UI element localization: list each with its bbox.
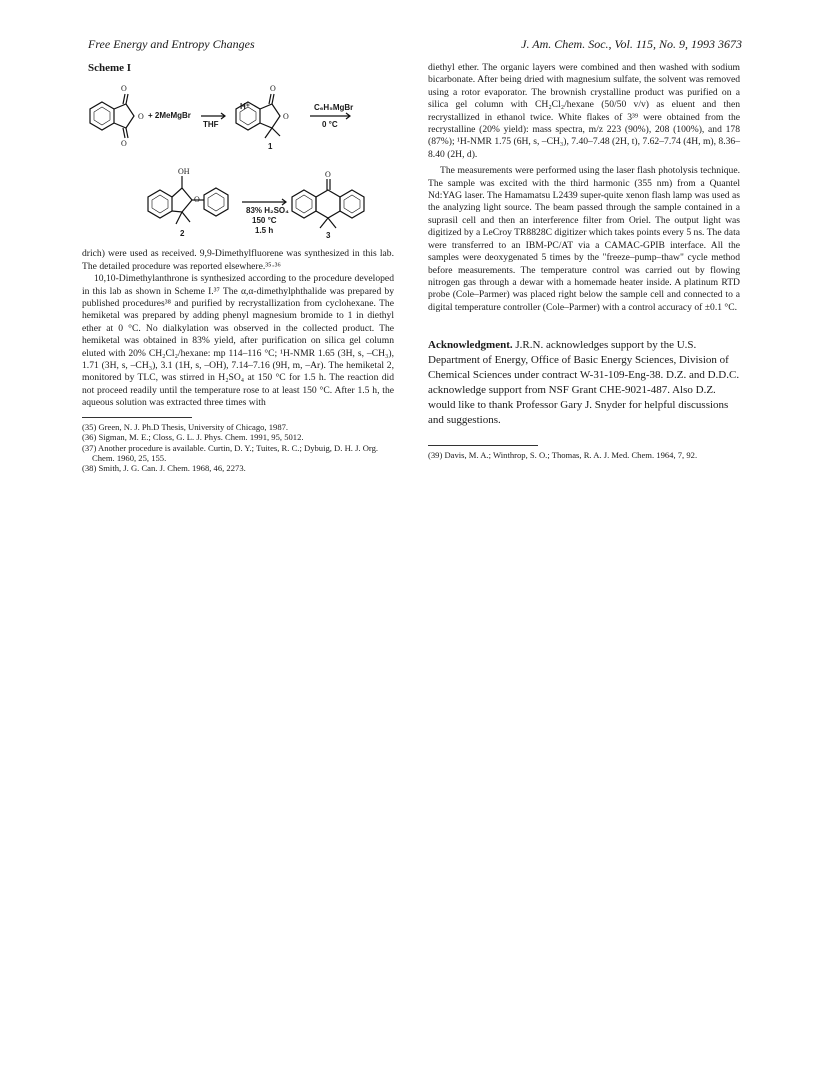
temperature-0c: 0 °C [322,120,338,130]
left-paragraph-1: drich) were used as received. 9,9-Dimethylfluorene was synthesized in this lab. The detailed procedure was reported elsewhere.³⁵·³⁶ [82,248,394,272]
phenylmagnesium-bromide: C₆H₅MgBr [314,103,354,113]
footnote-rule-left [82,417,192,418]
left-paragraph-2: 10,10-Dimethylanthrone is synthesized according to the procedure developed in this lab as shown in Scheme I.³⁷ The α,α-dimethylphthalide was prepared by published procedures³⁸ and purified by recrystallization from cyclohexane. The hemiketal was prepared by adding phenyl magnesium bromide to 1 in diethyl ether at 0 °C. No dialkylation was observed in the collected product. The hemiketal was obtained in 83% yield, after purification on silica gel column eluted with 20% CH₂Cl₂/hexane: mp 114–116 °C; ¹H-NMR 1.65 (3H, s, –CH₃), 1.71 (3H, s, –CH₃), 3.1 (1H, s, –OH), 7.14–7.16 (9H, m, –Ar). The hemiketal 2, monitored by TLC, was stirred in H₂SO₄ at 150 °C for 1.5 h. The reaction did not proceed readily until the temperature rose to at least 150 °C. After 1.5 h, the aqueous solution was extracted three times with [82,273,394,409]
phenyl-ring [204,188,228,216]
right-paragraph-2: The measurements were performed using the laser flash photolysis technique. The sample was excited with the third harmonic (355 nm) from a Quantel Nd:YAG laser. The Hamamatsu L2439 super-quite xenon flash lamp was used as the analyzing light source. The beam passed through the sample contained in a suprasil cell and then an interference filter from Oriel. The output light was digitized by a LeCroy TR8828C digitizer which takes points every 5 ns. The data were transferred to an IBM-PC/AT via a CAMAC-GPIB interface. All the samples were deoxygenated 5 times by the "freeze–pump–thaw" cycle method before measurements. The temperature control was carried out by flowing nitrogen gas through a dewar with a homemade heater inside. A platinum RTD probe (Cole–Parmer) was placed right below the sample cell and connected to a digital temperature controller (Cole–Parmer) with a control accuracy of ±0.1 °C. [428,165,740,313]
hemiketal-ring [172,188,192,212]
anhydride-carbonyl-oxygen-bottom: O [121,139,127,149]
hydroxyl-group: OH [178,167,190,177]
acknowledgment-heading: Acknowledgment. [428,339,513,352]
sulfuric-acid: 83% H₂SO₄ [246,206,289,216]
anthrone-center-ring [316,190,340,218]
compound-3-label: 3 [326,231,331,241]
temperature-150c: 150 °C [252,216,277,226]
anthrone-carbonyl-oxygen: O [325,170,331,180]
anhydride-benzene-ring [90,102,114,130]
footnote-35: (35) Green, N. J. Ph.D Thesis, University of Chicago, 1987. [82,421,289,432]
left-column [82,62,394,474]
footnote-36: (36) Sigman, M. E.; Closs, G. L. J. Phys. Chem. 1991, 95, 5012. [82,432,304,443]
anthrone-left-ring [292,190,316,218]
footnote-38: (38) Smith, J. G. Can. J. Chem. 1968, 46, 2273. [82,463,246,474]
footnote-37: (37) Another procedure is available. Curtin, D. Y.; Tuites, R. C.; Dybuig, D. H. J. Org. Chem. 1960, 25, 155. [82,442,379,463]
right-paragraph-1: diethyl ether. The organic layers were combined and then washed with sodium bicarbonate. After being dried with magnesium sulfate, the solvent was removed using a rotor evaporator. The brownish crystalline product was purified on a silica gel column with CH₂Cl₂/hexane (50/50 v/v) as eluent and then recrystallized in ethanol twice. White flakes of 3³⁹ were obtained from the recrystalline (20% yield): mass spectra, m/z 223 (90%), 208 (100%), and 178 (87%); ¹H-NMR 1.75 (6H, s, –CH₃), 7.40–7.48 (2H, t), 7.62–7.74 (4H, m), 8.36–8.40 (2H, d). [428,62,740,160]
compound-1-label: 1 [268,142,273,152]
reaction-scheme-drawing [82,76,394,248]
scheme-figure [82,76,394,248]
hemiketal-oxygen: O [194,195,200,205]
methylmagnesium-bromide: + 2MeMgBr [148,111,191,121]
anhydride-oxygen: O [138,112,144,122]
hemiketal-benzene-ring [148,190,172,218]
scheme-title: Scheme I [88,62,132,74]
running-header-left: Free Energy and Entropy Changes [88,37,255,51]
phthalide-ring [260,104,280,128]
solvent-thf: THF [203,120,219,130]
acid-workup: H⁺ [240,102,250,112]
anthrone-right-ring [340,190,364,218]
phthalide-carbonyl-oxygen: O [270,84,276,94]
acknowledgment [428,338,740,428]
reaction-time: 1.5 h [255,226,274,236]
footnote-rule-right [428,445,538,446]
right-column [428,62,740,461]
anhydride-carbonyl-oxygen-top: O [121,84,127,94]
phthalide-oxygen: O [283,112,289,122]
acknowledgment-body: J.R.N. acknowledges support by the U.S. Department of Energy, Office of Basic Energy Sciences, Division of Chemical Sciences under contract W-31-109-Eng-38. D.Z. and D.D.C. acknowledge support from NSF Grant CHE-9021-487. Also D.Z. would like to thank Professor Gary J. Snyder for helpful discussions and suggestions. [428,339,740,427]
footnote-39: (39) Davis, M. A.; Winthrop, S. O.; Thomas, R. A. J. Med. Chem. 1964, 7, 92. [428,450,698,461]
anhydride-ring [114,104,134,128]
compound-2-label: 2 [180,229,185,239]
running-header-right: J. Am. Chem. Soc., Vol. 115, No. 9, 1993 3673 [521,37,742,51]
